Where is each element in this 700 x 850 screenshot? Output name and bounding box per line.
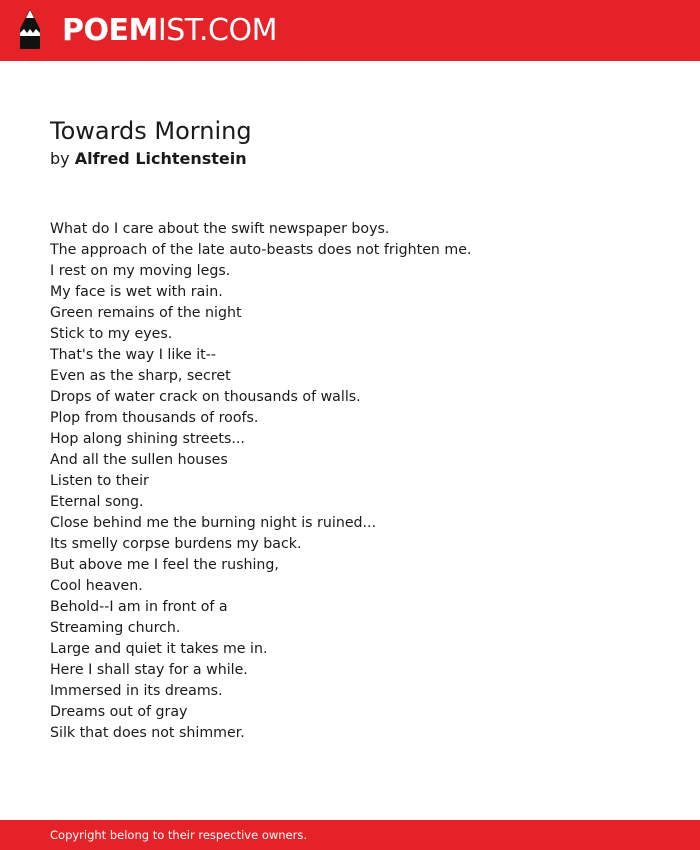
brand-light-text: IST.COM <box>157 13 277 48</box>
poem-line: Even as the sharp, secret <box>50 368 231 384</box>
poem-line: But above me I feel the rushing, <box>50 557 279 573</box>
poem-line: Hop along shining streets... <box>50 431 245 447</box>
poem-line: Silk that does not shimmer. <box>50 725 245 741</box>
brand-bold-text: POEM <box>62 13 158 48</box>
pencil-icon[interactable] <box>17 9 43 51</box>
poem-line: Listen to their <box>50 473 149 489</box>
poem-line: Behold--I am in front of a <box>50 599 228 615</box>
poem-line: My face is wet with rain. <box>50 284 223 300</box>
poem-line: What do I care about the swift newspaper boys. <box>50 221 390 237</box>
poem-line: Cool heaven. <box>50 578 143 594</box>
site-logo-link[interactable] <box>62 12 277 50</box>
poem-line: Dreams out of gray <box>50 704 188 720</box>
by-label: by <box>50 149 70 168</box>
author-name: Alfred Lichtenstein <box>74 149 247 168</box>
copyright-notice: Copyright belong to their respective owners. <box>50 828 308 842</box>
site-header <box>0 0 700 61</box>
poem-line: And all the sullen houses <box>50 452 228 468</box>
byline <box>50 148 247 170</box>
poem-line: Eternal song. <box>50 494 144 510</box>
poem-line: I rest on my moving legs. <box>50 263 231 279</box>
poem-line: Here I shall stay for a while. <box>50 662 248 678</box>
poem-line: Streaming church. <box>50 620 181 636</box>
poem-line: Plop from thousands of roofs. <box>50 410 259 426</box>
poem-line: The approach of the late auto-beasts does not frighten me. <box>50 242 472 258</box>
poem-line: Large and quiet it takes me in. <box>50 641 268 657</box>
poem-line: Its smelly corpse burdens my back. <box>50 536 302 552</box>
poem-line: Green remains of the night <box>50 305 242 321</box>
poem-body <box>50 219 472 744</box>
poem-line: Immersed in its dreams. <box>50 683 223 699</box>
poem-title: Towards Morning <box>50 117 252 145</box>
poem-line: Stick to my eyes. <box>50 326 173 342</box>
poem-line: Close behind me the burning night is ruined... <box>50 515 377 531</box>
site-footer <box>0 820 700 850</box>
poem-line: Drops of water crack on thousands of walls. <box>50 389 361 405</box>
poem-line: That's the way I like it-- <box>50 347 216 363</box>
